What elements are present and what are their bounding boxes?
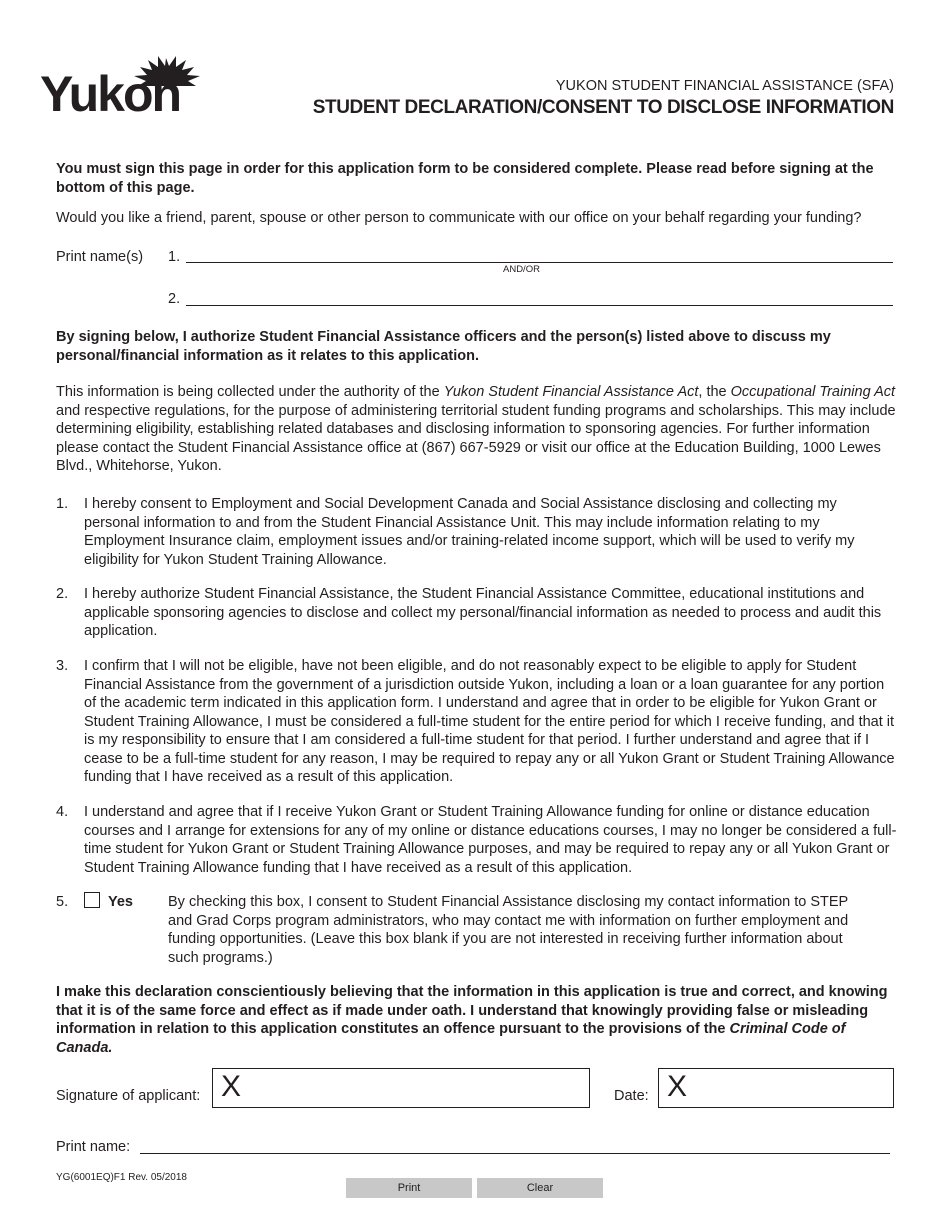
name-1-number: 1.: [168, 249, 181, 265]
completion-notice: You must sign this page in order for this application form to be considered complete. Please read before signing at the bottom of this page.: [56, 161, 874, 196]
step-consent-checkbox[interactable]: [84, 892, 100, 908]
declaration-statement: I make this declaration conscientiously believing that the information in this application is true and correct, and knowing that it is of the same force and effect as if made under oath. I understand that knowingly providing false or misleading information in relation to this application constitutes an offence pursuant to the provisions of the Criminal Code of Canada.: [56, 984, 888, 1056]
consent-item: [56, 585, 896, 641]
date-label: Date:: [614, 1088, 649, 1104]
yukon-logo: [40, 52, 215, 122]
form-subtitle: YUKON STUDENT FINANCIAL ASSISTANCE (SFA): [555, 78, 894, 94]
item-number: 4.: [56, 804, 69, 820]
print-name-input[interactable]: [140, 1153, 890, 1154]
yes-label: Yes: [108, 894, 133, 910]
authorization-statement: By signing below, I authorize Student Financial Assistance officers and the person(s) listed above to discuss my personal/financial information as it relates to this application.: [56, 329, 831, 364]
name-1-input[interactable]: [186, 262, 893, 263]
print-button[interactable]: Print: [346, 1178, 472, 1198]
print-name-label: Print name:: [56, 1139, 131, 1155]
act-name-training: Occupational Training Act: [730, 384, 896, 400]
item-text: I hereby authorize Student Financial Assistance, the Student Financial Assistance Committee, educational institutions and applicable sponsoring agencies to disclose and collect my personal/financial information as needed to process and audit this application.: [84, 586, 882, 639]
item-number: 1.: [56, 496, 69, 512]
consent-item: [56, 495, 896, 569]
item-text: I understand and agree that if I receive Yukon Grant or Student Training Allowance funding for online or distance education courses and I arrange for extensions for any of my online or distance educations courses, I may no longer be considered a full-time student for Yukon Grant or Student Training Allowance purposes, and may be required to repay any or all Yukon Grant or Student Training Allowance funding that I have received as a result of this application.: [84, 804, 897, 876]
item-number: 2.: [56, 586, 69, 602]
name-2-input[interactable]: [186, 305, 893, 306]
signature-field[interactable]: [212, 1068, 590, 1108]
item-number: 3.: [56, 658, 69, 674]
step-consent-text: By checking this box, I consent to Student Financial Assistance disclosing my contact information to STEP and Grad Corps program administrators, who may contact me with information on further employment and funding opportunities. (Leave this box blank if you are not interested in receiving further information about such programs.): [168, 894, 849, 966]
logo-wordmark: Yukon: [40, 66, 181, 122]
clear-button[interactable]: Clear: [477, 1178, 603, 1198]
act-name-sfa: Yukon Student Financial Assistance Act: [443, 384, 699, 400]
and-or-label: AND/OR: [503, 264, 540, 275]
item-text: I confirm that I will not be eligible, have not been eligible, and do not reasonably expect to be eligible to apply for Student Financial Assistance from the government of a jurisdiction outside Yukon, including a loan or a loan guarantee for any portion of the academic term indicated in this application form. I understand and agree that in order to be eligible for Yukon Grant or Student Training Allowance, I must be considered a full-time student for the entire period for which I receive funding, and that it is my responsibility to ensure that I am considered a full-time student for that period. I further understand and agree that if I cease to be a full-time student for any reason, I may be required to repay any or all Yukon Grant or Student Training Allowance funding that I have received as a result of this application.: [84, 658, 895, 785]
print-names-label: Print name(s): [56, 249, 144, 265]
consent-item: [56, 657, 896, 787]
name-2-number: 2.: [168, 291, 181, 307]
collection-notice: This information is being collected under the authority of the Yukon Student Financial Assistance Act, the Occupational Training Act and respective regulations, for the purpose of administering territorial student funding programs and scholarships. This may include determining eligibility, establishing related databases and disclosing information to sponsoring agencies. For further information please contact the Student Financial Assistance office at (867) 667-5929 or visit our office at the Education Building, 1000 Lewes Blvd., Whitehorse, Yukon.: [56, 384, 896, 474]
item-5-number: 5.: [56, 894, 69, 910]
page-title: STUDENT DECLARATION/CONSENT TO DISCLOSE INFORMATION: [312, 97, 894, 118]
signature-mark: X: [221, 1070, 242, 1103]
date-mark: X: [667, 1070, 688, 1103]
form-id: YG(6001EQ)F1 Rev. 05/2018: [56, 1172, 187, 1183]
date-field[interactable]: [658, 1068, 894, 1108]
criminal-code-reference: Criminal Code of Canada.: [56, 1021, 846, 1056]
consent-item: [56, 803, 898, 877]
item-text: I hereby consent to Employment and Social Development Canada and Social Assistance disclosing and collecting my personal information to and from the Student Financial Assistance Unit. This may include information relating to my Employment Insurance claim, employment issues and/or training-related income support, which will be used to verify my eligibility for Yukon Student Training Allowance.: [84, 496, 855, 568]
representative-question: Would you like a friend, parent, spouse or other person to communicate with our office on your behalf regarding your funding?: [56, 210, 862, 226]
signature-label: Signature of applicant:: [56, 1088, 201, 1104]
